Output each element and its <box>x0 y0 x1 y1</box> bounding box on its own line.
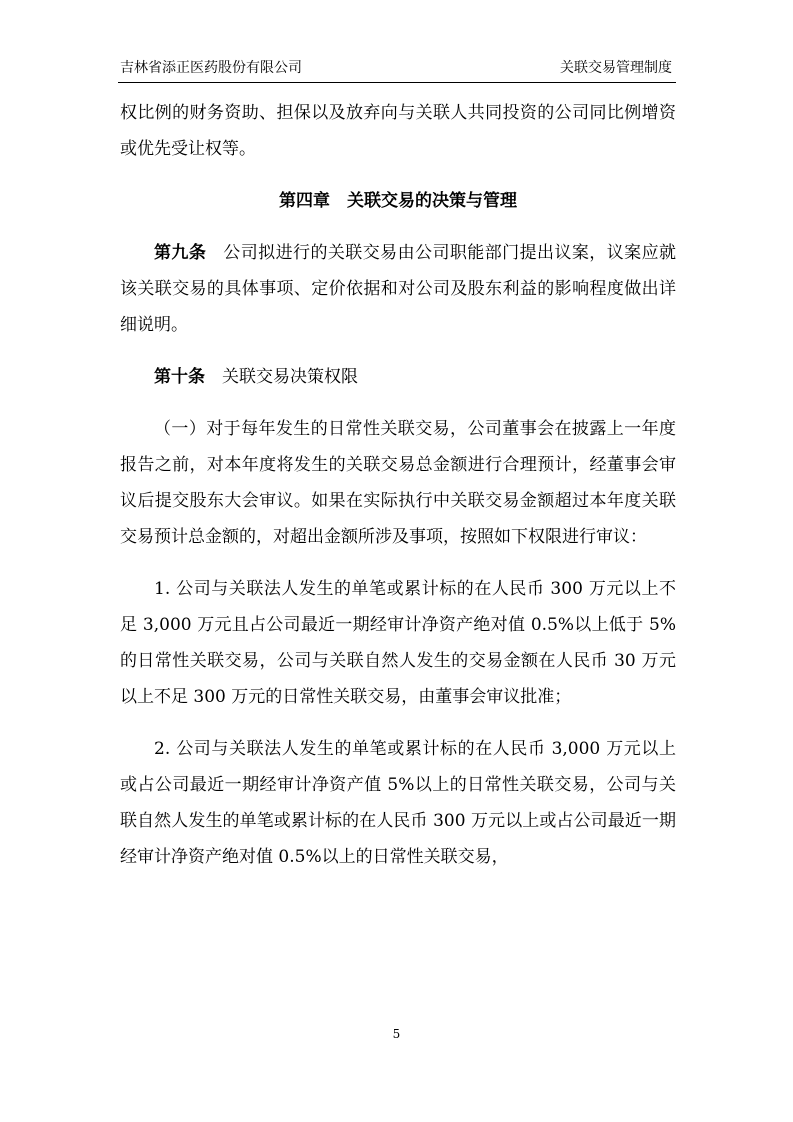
article-10-text: 关联交易决策权限 <box>222 367 358 387</box>
article-9 <box>120 235 676 343</box>
document-title: 关联交易管理制度 <box>560 60 672 76</box>
continued-paragraph: 权比例的财务资助、担保以及放弃向与关联人共同投资的公司同比例增资或优先受让权等。 <box>120 103 676 159</box>
article-9-label: 第九条 <box>154 243 207 263</box>
company-name: 吉林省添正医药股份有限公司 <box>120 60 302 76</box>
clause-1: （一）对于每年发生的日常性关联交易，公司董事会在披露上一年度报告之前，对本年度将发生的关联交易总金额进行合理预计，经董事会审议后提交股东大会审议。如果在实际执行中关联交易金额超过本年度关联交易预计总金额的，对超出金额所涉及事项，按照如下权限进行审议： <box>120 419 676 547</box>
page-number: 5 <box>392 1027 401 1041</box>
article-10-label: 第十条 <box>154 367 205 387</box>
article-10 <box>120 359 676 395</box>
document-body <box>120 95 676 875</box>
page-header <box>118 56 676 83</box>
sub-clause-2: 2. 公司与关联法人发生的单笔或累计标的在人民币 3,000 万元以上或占公司最近一期经审计净资产值 5%以上的日常性关联交易，公司与关联自然人发生的单笔或累计标的在人民币 300 万元以上或占公司最近一期经审计净资产绝对值 0.5%以上的日常性关联交易， <box>120 739 676 867</box>
sub-clause-1: 1. 公司与关联法人发生的单笔或累计标的在人民币 300 万元以上不足 3,000 万元且占公司最近一期经审计净资产绝对值 0.5%以上低于 5%的日常性关联交易，公司与关联自然人发生的交易金额在人民币 30 万元以上不足 300 万元的日常性关联交易，由董事会审议批准； <box>120 579 676 707</box>
chapter-title: 第四章 关联交易的决策与管理 <box>279 191 517 211</box>
article-9-text: 公司拟进行的关联交易由公司职能部门提出议案，议案应就该关联交易的具体事项、定价依据和对公司及股东利益的影响程度做出详细说明。 <box>120 243 677 335</box>
